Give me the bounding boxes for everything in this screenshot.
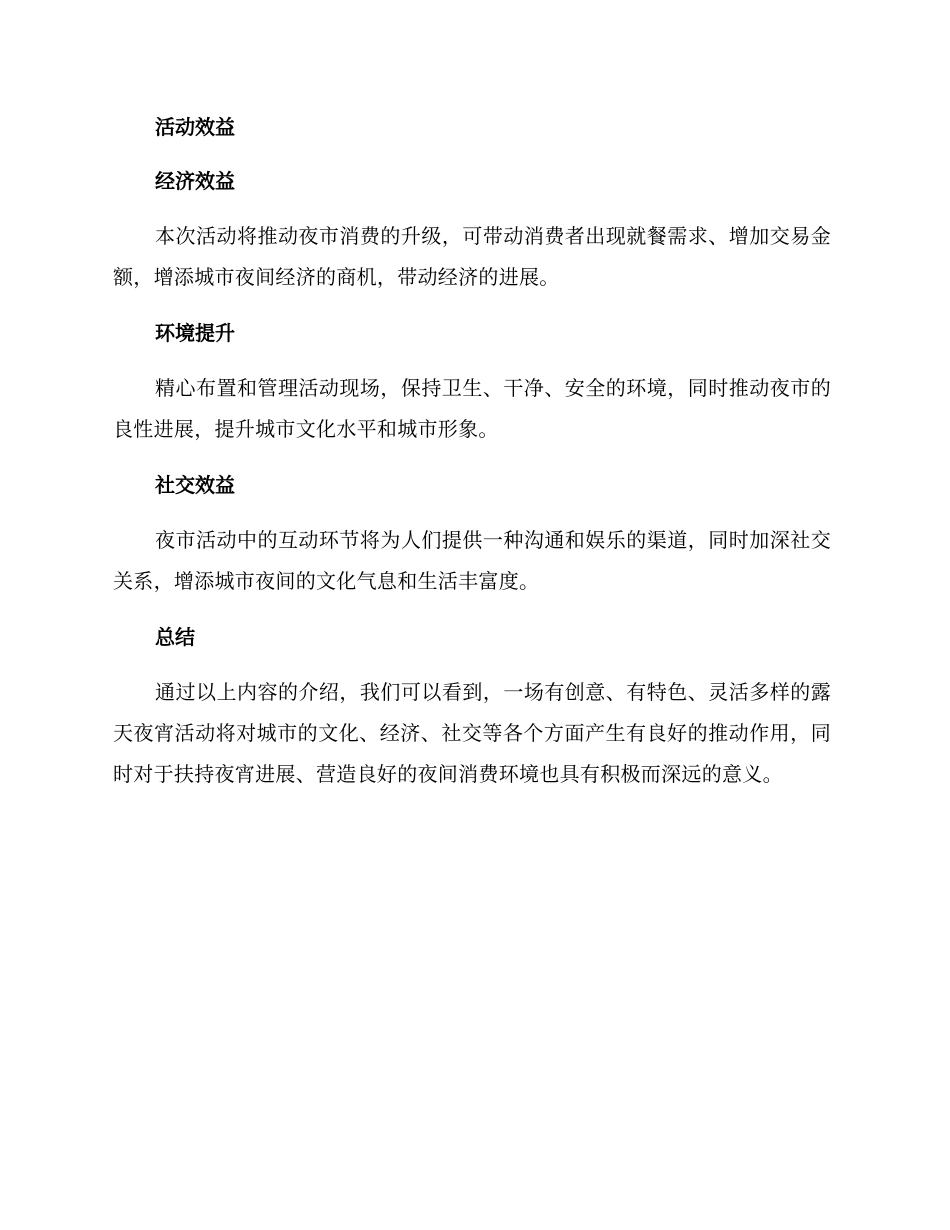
document-page	[113, 108, 831, 811]
paragraph-summary: 通过以上内容的介绍，我们可以看到，一场有创意、有特色、灵活多样的露天夜宵活动将对城市的文化、经济、社交等各个方面产生有良好的推动作用，同时对于扶持夜宵进展、营造良好的夜间消费环境也具有积极而深远的意义。	[113, 680, 831, 786]
heading-economic-benefits: 经济效益	[155, 169, 235, 193]
heading-summary: 总结	[155, 625, 195, 649]
heading-environment-improvement: 环境提升	[155, 321, 235, 345]
section-title: 活动效益	[155, 115, 235, 139]
paragraph-social-benefits: 夜市活动中的互动环节将为人们提供一种沟通和娱乐的渠道，同时加深社交关系，增添城市夜间的文化气息和生活丰富度。	[113, 528, 831, 593]
paragraph-economic-benefits: 本次活动将推动夜市消费的升级，可带动消费者出现就餐需求、增加交易金额，增添城市夜间经济的商机，带动经济的进展。	[113, 224, 831, 289]
paragraph-environment-improvement: 精心布置和管理活动现场，保持卫生、干净、安全的环境，同时推动夜市的良性进展，提升城市文化水平和城市形象。	[113, 376, 831, 441]
heading-social-benefits: 社交效益	[155, 473, 235, 497]
